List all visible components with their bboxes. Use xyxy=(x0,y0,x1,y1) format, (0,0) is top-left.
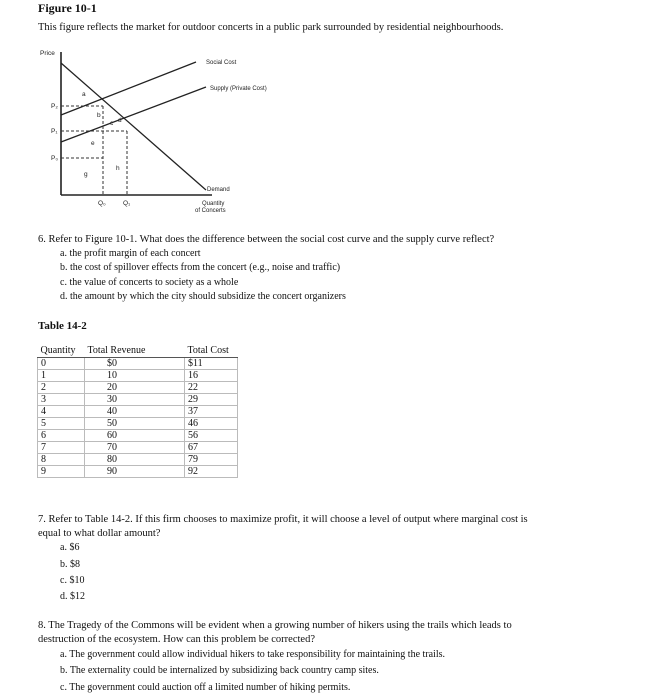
q7-option-a: a. $6 xyxy=(60,542,80,553)
cell-total-revenue: 50 xyxy=(85,418,185,430)
table-row xyxy=(38,358,238,370)
cell-quantity: 3 xyxy=(38,394,85,406)
cell-total-revenue: 40 xyxy=(85,406,185,418)
cell-total-cost: 56 xyxy=(185,430,238,442)
table-row xyxy=(38,466,238,478)
cell-total-revenue: 60 xyxy=(85,430,185,442)
area-label-g: g xyxy=(84,171,88,178)
figure-caption: This figure reflects the market for outdoor concerts in a public park surrounded by residential neighbourhoods. xyxy=(38,22,504,33)
col-header-quantity: Quantity xyxy=(38,344,85,358)
price-label-p1: P₁ xyxy=(51,128,58,135)
cell-total-cost: 37 xyxy=(185,406,238,418)
col-header-total-cost: Total Cost xyxy=(185,344,238,358)
quantity-label-q0: Q₀ xyxy=(98,200,106,207)
cell-total-cost: 92 xyxy=(185,466,238,478)
q8-option-b: b. The externality could be internalized by subsidizing back country camp sites. xyxy=(60,665,379,676)
cell-total-revenue: 70 xyxy=(85,442,185,454)
x-axis-label-line2: of Concerts xyxy=(195,208,226,214)
q8-option-c: c. The government could auction off a limited number of hiking permits. xyxy=(60,682,351,693)
cell-quantity: 9 xyxy=(38,466,85,478)
q8-question-line2: destruction of the ecosystem. How can this problem be corrected? xyxy=(38,634,315,645)
table-row xyxy=(38,454,238,466)
cost-revenue-table xyxy=(37,344,238,478)
q6-question: 6. Refer to Figure 10-1. What does the difference between the social cost curve and the supply curve reflect? xyxy=(38,234,495,245)
figure-title: Figure 10-1 xyxy=(38,1,97,15)
demand-label: Demand xyxy=(207,187,230,193)
cell-quantity: 7 xyxy=(38,442,85,454)
q8-question-line1: 8. The Tragedy of the Commons will be evident when a growing number of hikers using the trails which leads to xyxy=(38,620,512,631)
cell-quantity: 1 xyxy=(38,370,85,382)
table-row xyxy=(38,418,238,430)
cell-quantity: 2 xyxy=(38,382,85,394)
cell-quantity: 5 xyxy=(38,418,85,430)
area-label-h: h xyxy=(116,165,120,172)
q7-question-line2: equal to what dollar amount? xyxy=(38,528,161,539)
cell-total-cost: 29 xyxy=(185,394,238,406)
cell-quantity: 8 xyxy=(38,454,85,466)
cell-total-cost: 67 xyxy=(185,442,238,454)
area-label-e: e xyxy=(91,140,95,147)
q6-option-c: c. the value of concerts to society as a whole xyxy=(60,277,239,288)
quantity-label-q1: Q₁ xyxy=(123,200,131,207)
cell-total-revenue: 30 xyxy=(85,394,185,406)
cell-total-revenue: 20 xyxy=(85,382,185,394)
q6-option-b: b. the cost of spillover effects from the concert (e.g., noise and traffic) xyxy=(60,262,341,273)
cell-total-revenue: 10 xyxy=(85,370,185,382)
social-cost-label: Social Cost xyxy=(206,60,237,66)
cell-total-cost: 79 xyxy=(185,454,238,466)
area-label-b: b xyxy=(97,112,101,119)
q7-option-c: c. $10 xyxy=(60,575,85,586)
cell-total-revenue: $0 xyxy=(85,358,185,370)
q7-option-d: d. $12 xyxy=(60,591,85,602)
social-cost-curve xyxy=(61,62,196,115)
cell-quantity: 0 xyxy=(38,358,85,370)
table-header-row xyxy=(38,344,238,358)
q7-option-b: b. $8 xyxy=(60,559,80,570)
price-label-p2: P₂ xyxy=(51,103,58,110)
q7-question-line1: 7. Refer to Table 14-2. If this firm chooses to maximize profit, it will choose a level of output where marginal cost is xyxy=(38,514,528,525)
supply-label: Supply (Private Cost) xyxy=(210,86,267,92)
table-title: Table 14-2 xyxy=(38,320,87,332)
area-label-c: c xyxy=(110,120,114,127)
y-axis-label: Price xyxy=(40,50,55,57)
price-label-p0: P₀ xyxy=(51,155,59,162)
table-row xyxy=(38,442,238,454)
table-row xyxy=(38,406,238,418)
cell-total-revenue: 90 xyxy=(85,466,185,478)
x-axis-label-line1: Quantity xyxy=(202,201,225,207)
table-row xyxy=(38,430,238,442)
q8-option-a: a. The government could allow individual hikers to take responsibility for maintaining the trails. xyxy=(60,649,446,660)
q6-option-a: a. the profit margin of each concert xyxy=(60,248,201,259)
table-row xyxy=(38,394,238,406)
cell-total-cost: 16 xyxy=(185,370,238,382)
cell-total-cost: 46 xyxy=(185,418,238,430)
q6-option-d: d. the amount by which the city should subsidize the concert organizers xyxy=(60,291,346,302)
col-header-total-revenue: Total Revenue xyxy=(85,344,185,358)
area-label-a: a xyxy=(82,91,86,98)
table-row xyxy=(38,370,238,382)
cell-total-cost: 22 xyxy=(185,382,238,394)
area-label-d: d xyxy=(118,117,122,124)
externality-diagram xyxy=(0,0,650,230)
cell-total-revenue: 80 xyxy=(85,454,185,466)
table-row xyxy=(38,382,238,394)
demand-curve xyxy=(61,63,206,190)
cell-total-cost: $11 xyxy=(185,358,238,370)
cell-quantity: 4 xyxy=(38,406,85,418)
cell-quantity: 6 xyxy=(38,430,85,442)
